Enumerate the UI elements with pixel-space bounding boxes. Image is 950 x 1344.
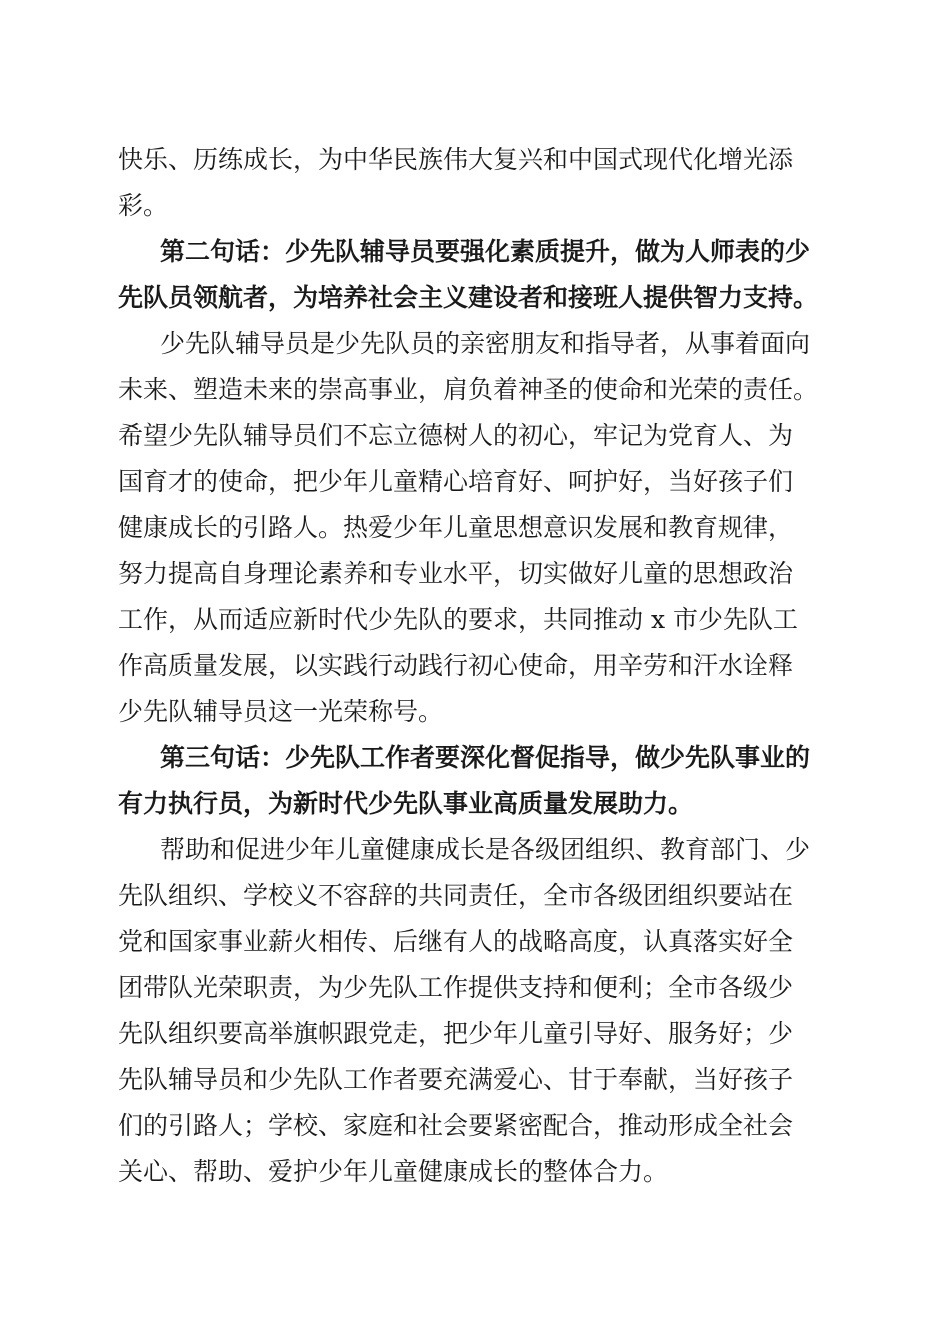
paragraph-line: 先队辅导员和少先队工作者要充满爱心、甘于奉献，当好孩子 (118, 1065, 794, 1094)
section-heading-2: 第二句话：少先队辅导员要强化素质提升，做为人师表的少 (160, 237, 811, 266)
paragraph-line: 努力提高自身理论素养和专业水平，切实做好儿童的思想政治 (118, 559, 794, 588)
section-heading-3: 第三句话：少先队工作者要深化督促指导，做少先队事业的 (160, 743, 811, 772)
paragraph-line: 彩。 (118, 191, 169, 220)
paragraph-line: 先队组织、学校义不容辞的共同责任，全市各级团组织要站在 (118, 881, 794, 910)
section-heading-2: 先队员领航者，为培养社会主义建设者和接班人提供智力支持。 (118, 283, 819, 312)
paragraph-line: 帮助和促进少年儿童健康成长是各级团组织、教育部门、少 (160, 835, 811, 864)
paragraph-line: 国育才的使命，把少年儿童精心培育好、呵护好，当好孩子们 (118, 467, 794, 496)
paragraph-line: 少先队辅导员是少先队员的亲密朋友和指导者，从事着面向 (160, 329, 811, 358)
paragraph-line: 快乐、历练成长，为中华民族伟大复兴和中国式现代化增光添 (118, 145, 794, 174)
paragraph-line: 们的引路人；学校、家庭和社会要紧密配合，推动形成全社会 (118, 1111, 794, 1140)
paragraph-line: 未来、塑造未来的崇高事业，肩负着神圣的使命和光荣的责任。 (118, 375, 819, 404)
paragraph-line: 健康成长的引路人。热爱少年儿童思想意识发展和教育规律， (118, 513, 794, 542)
paragraph-line: 团带队光荣职责，为少先队工作提供支持和便利；全市各级少 (118, 973, 794, 1002)
paragraph-line: 党和国家事业薪火相传、后继有人的战略高度，认真落实好全 (118, 927, 794, 956)
paragraph-line: 希望少先队辅导员们不忘立德树人的初心，牢记为党育人、为 (118, 421, 794, 450)
paragraph-line: 作高质量发展，以实践行动践行初心使命，用辛劳和汗水诠释 (118, 651, 794, 680)
paragraph-line: 工作，从而适应新时代少先队的要求，共同推动 x 市少先队工 (118, 605, 798, 634)
paragraph-line: 少先队辅导员这一光荣称号。 (118, 697, 444, 726)
paragraph-line: 先队组织要高举旗帜跟党走，把少年儿童引导好、服务好；少 (118, 1019, 794, 1048)
paragraph-line: 关心、帮助、爱护少年儿童健康成长的整体合力。 (118, 1157, 669, 1186)
section-heading-3: 有力执行员，为新时代少先队事业高质量发展助力。 (118, 789, 694, 818)
